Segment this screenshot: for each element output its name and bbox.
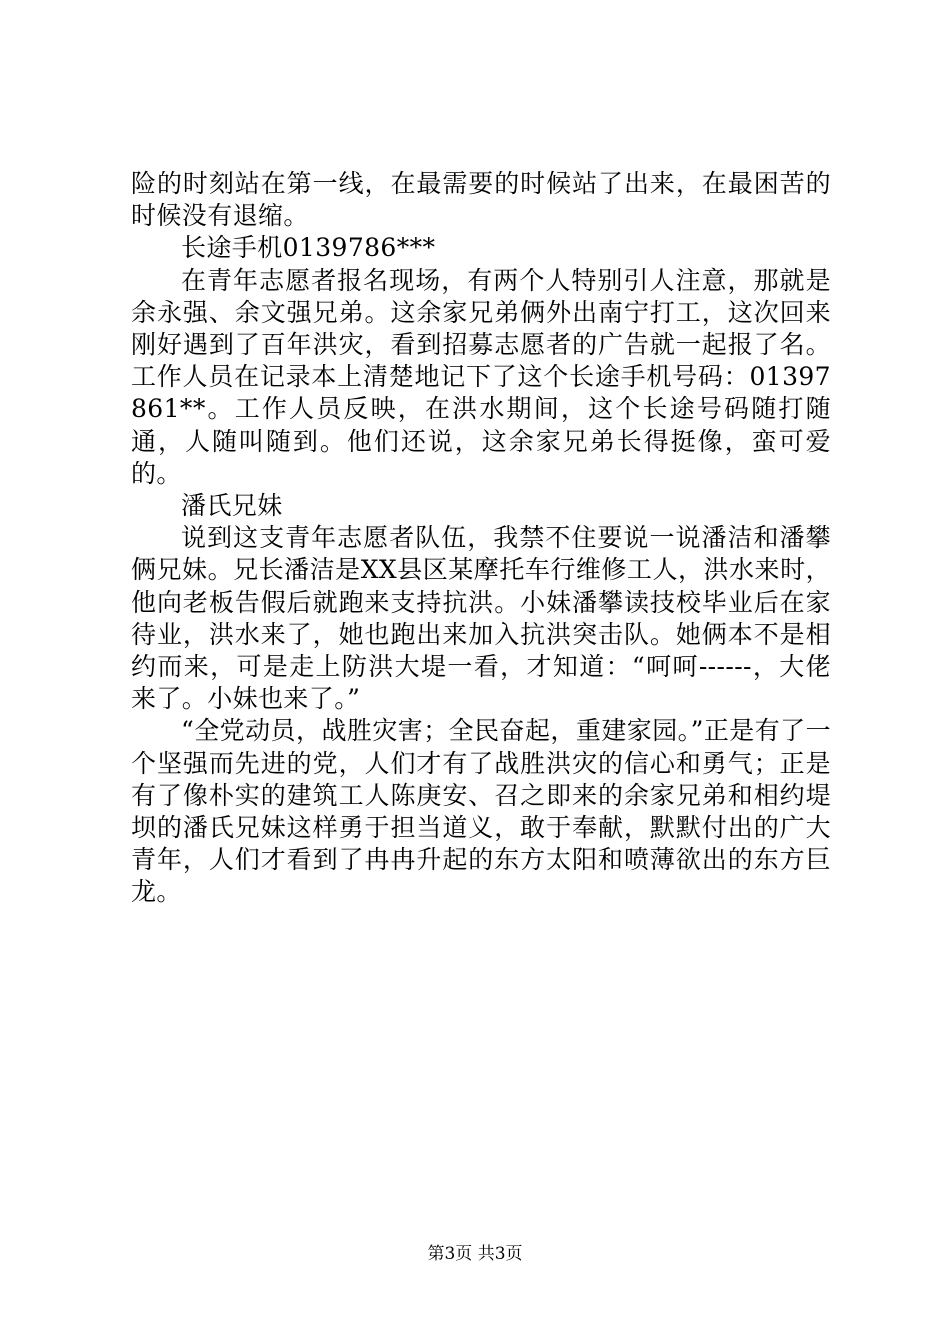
section-heading-pan-siblings: 潘氏兄妹 — [181, 491, 283, 521]
paragraph-yu-brothers: 在青年志愿者报名现场，有两个人特别引人注意，那就是余永强、余文强兄弟。这余家兄弟俩外出南宁打工，这次回来刚好遇到了百年洪灾，看到招募志愿者的广告就一起报了名。工作人员在记录本上清楚地记下了这个长途手机号码：01397861**。工作人员反映，在洪水期间，这个长途号码随打随通，人随叫随到。他们还说，这余家兄弟长得挺像，蛮可爱的。 — [131, 265, 831, 488]
document-body — [131, 168, 831, 909]
paragraph-conclusion: “全党动员，战胜灾害；全民奋起，重建家园。”正是有了一个坚强而先进的党，人们才有了战胜洪灾的信心和勇气；正是有了像朴实的建筑工人陈庚安、召之即来的余家兄弟和相约堤坝的潘氏兄妹这样勇于担当道义，敢于奉献，默默付出的广大青年，人们才看到了冉冉升起的东方太阳和喷薄欲出的东方巨龙。 — [131, 716, 831, 907]
page-footer — [0, 1243, 950, 1265]
page-number-label: 第3页 共3页 — [427, 1244, 523, 1264]
paragraph-pan-siblings: 说到这支青年志愿者队伍，我禁不住要说一说潘洁和潘攀俩兄妹。兄长潘洁是XX县区某摩托车行维修工人，洪水来时，他向老板告假后就跑来支持抗洪。小妹潘攀读技校毕业后在家待业，洪水来了，她也跑出来加入抗洪突击队。她俩本不是相约而来，可是走上防洪大堤一看，才知道：“呵呵------，大佬来了。小妹也来了。” — [131, 523, 831, 714]
paragraph-continuation: 险的时刻站在第一线，在最需要的时候站了出来，在最困苦的时候没有退缩。 — [131, 169, 831, 231]
section-heading-long-distance-phone: 长途手机0139786*** — [181, 233, 436, 263]
